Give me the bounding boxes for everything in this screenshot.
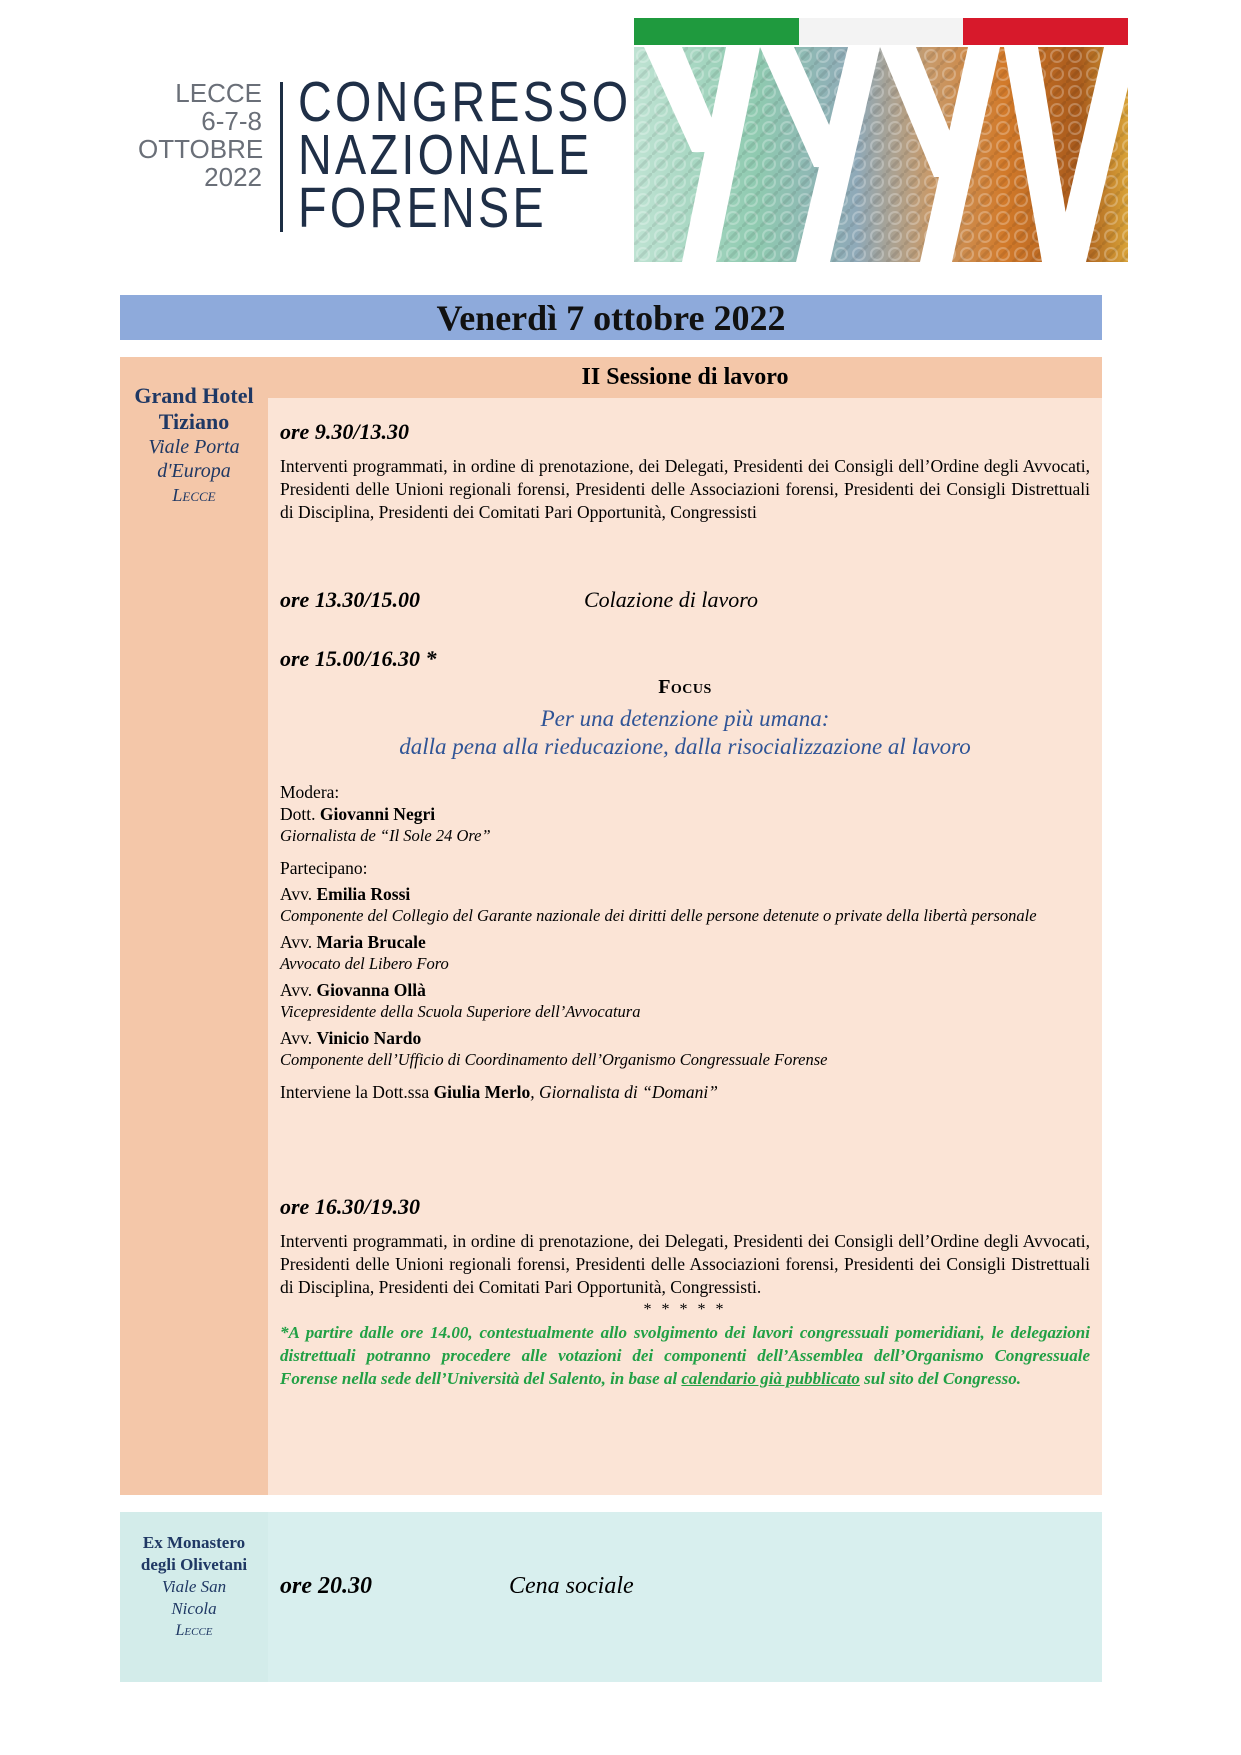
day-banner: Venerdì 7 ottobre 2022	[120, 295, 1102, 340]
participant-role: Vicepresidente della Scuola Superiore dell’Avvocatura	[280, 1002, 641, 1021]
participant-name: Avv. Emilia Rossi	[280, 884, 411, 904]
slot-time: ore 20.30	[280, 1573, 372, 1599]
focus-heading: Focus	[658, 676, 712, 698]
logo-title-line-1: CONGRESSO	[298, 70, 632, 134]
venue-name-line-1: Ex Monastero	[142, 1533, 246, 1552]
italian-flag-stripe	[634, 18, 1128, 45]
slot-time: ore 9.30/13.30	[280, 419, 409, 444]
moderator-label: Modera:	[280, 782, 340, 802]
logo-title	[298, 70, 632, 240]
focus-title-line-2: dalla pena alla rieducazione, dalla risocializzazione al lavoro	[399, 734, 971, 759]
dinner-slot	[280, 1573, 634, 1600]
logo-divider	[280, 82, 283, 232]
logo-days: 6-7-8	[201, 106, 262, 136]
slot-label: Colazione di lavoro	[584, 587, 758, 612]
logo-title-line-3: FORENSE	[298, 176, 547, 240]
participants-label: Partecipano:	[280, 858, 368, 878]
logo-year: 2022	[204, 162, 262, 192]
dinner-location-column	[120, 1512, 268, 1682]
logo-title-line-2: NAZIONALE	[298, 123, 593, 187]
session-block	[120, 357, 1102, 1495]
logo-city: LECCE	[175, 78, 262, 108]
participant-item	[280, 931, 1090, 975]
venue-city: Lecce	[172, 485, 216, 505]
participant-role: Avvocato del Libero Foro	[280, 954, 449, 973]
participant-name: Avv. Giovanna Ollà	[280, 980, 426, 1000]
focus-title-line-1: Per una detenzione più umana:	[540, 706, 830, 731]
venue-address-line-2: d'Europa	[157, 460, 231, 482]
venue-address-line-2: Nicola	[171, 1599, 217, 1618]
dinner-location	[120, 1512, 268, 1642]
venue-name-line-1: Grand Hotel	[134, 383, 254, 408]
venue-name-line-2: degli Olivetani	[140, 1555, 248, 1574]
xxxv-mosaic-image	[634, 47, 1128, 262]
slot-time: ore 15.00/16.30 *	[280, 646, 437, 671]
participant-item	[280, 979, 1090, 1023]
session-content-column	[268, 357, 1102, 1495]
logo-month: OTTOBRE	[138, 134, 264, 164]
separator: * * * * *	[643, 1301, 727, 1318]
venue-name-line-2: Tiziano	[158, 409, 230, 434]
participant-name: Avv. Maria Brucale	[280, 932, 426, 952]
venue-address-line-1: Viale San	[161, 1577, 227, 1596]
dinner-block	[120, 1512, 1102, 1682]
venue-city: Lecce	[175, 1622, 213, 1639]
participant-item	[280, 1027, 1090, 1071]
participant-item	[280, 883, 1090, 927]
session-title: II Sessione di lavoro	[268, 357, 1102, 398]
slot-description: Interventi programmati, in ordine di prenotazione, dei Delegati, Presidenti dei Consigli dell’Ordine degli Avvocati, Presidenti delle Unioni regionali forensi, Presidenti delle Associazioni forensi, Presidenti dei Consigli Distrettuali di Disciplina, Presidenti dei Comitati Pari Opportunità, Congressisti	[280, 456, 1090, 522]
slot-afternoon	[280, 1194, 1090, 1390]
session-location-column	[120, 357, 268, 1495]
calendar-link[interactable]: calendario già pubblicato	[681, 1369, 860, 1388]
slot-morning	[280, 419, 1090, 524]
slot-lunch	[280, 587, 1090, 613]
slot-time: ore 13.30/15.00	[280, 587, 420, 612]
moderator-name: Dott. Giovanni Negri	[280, 804, 436, 824]
intervention-line: Interviene la Dott.ssa Giulia Merlo, Giornalista di “Domani”	[280, 1082, 718, 1102]
moderator-role: Giornalista de “Il Sole 24 Ore”	[280, 826, 491, 845]
slot-label: Cena sociale	[509, 1573, 634, 1599]
voting-note: *A partire dalle ore 14.00, contestualmente allo svolgimento dei lavori congressuali pomeridiani, le delegazioni distrettuali potranno procedere alle votazioni dei componenti dell’Assemblea dell’Organismo Congressuale Forense nella sede dell’Università del Salento, in base al calendario già pubblicato sul sito del Congresso.	[280, 1323, 1090, 1388]
participant-name: Avv. Vinicio Nardo	[280, 1028, 422, 1048]
slot-focus	[280, 646, 1090, 1103]
slot-description: Interventi programmati, in ordine di prenotazione, dei Delegati, Presidenti dei Consigli dell’Ordine degli Avvocati, Presidenti delle Unioni regionali forensi, Presidenti delle Associazioni forensi, Presidenti dei Consigli Distrettuali di Disciplina, Presidenti dei Comitati Pari Opportunità, Congressisti.	[280, 1231, 1090, 1297]
slot-time: ore 16.30/19.30	[280, 1194, 420, 1219]
venue-address-line-1: Viale Porta	[148, 436, 240, 458]
logo-dates	[138, 79, 262, 191]
congress-logo	[138, 70, 632, 240]
session-location	[120, 357, 268, 507]
participant-role: Componente del Collegio del Garante nazionale dei diritti delle persone detenute o private della libertà personale	[280, 906, 1037, 925]
participant-role: Componente dell’Ufficio di Coordinamento dell’Organismo Congressuale Forense	[280, 1050, 828, 1069]
